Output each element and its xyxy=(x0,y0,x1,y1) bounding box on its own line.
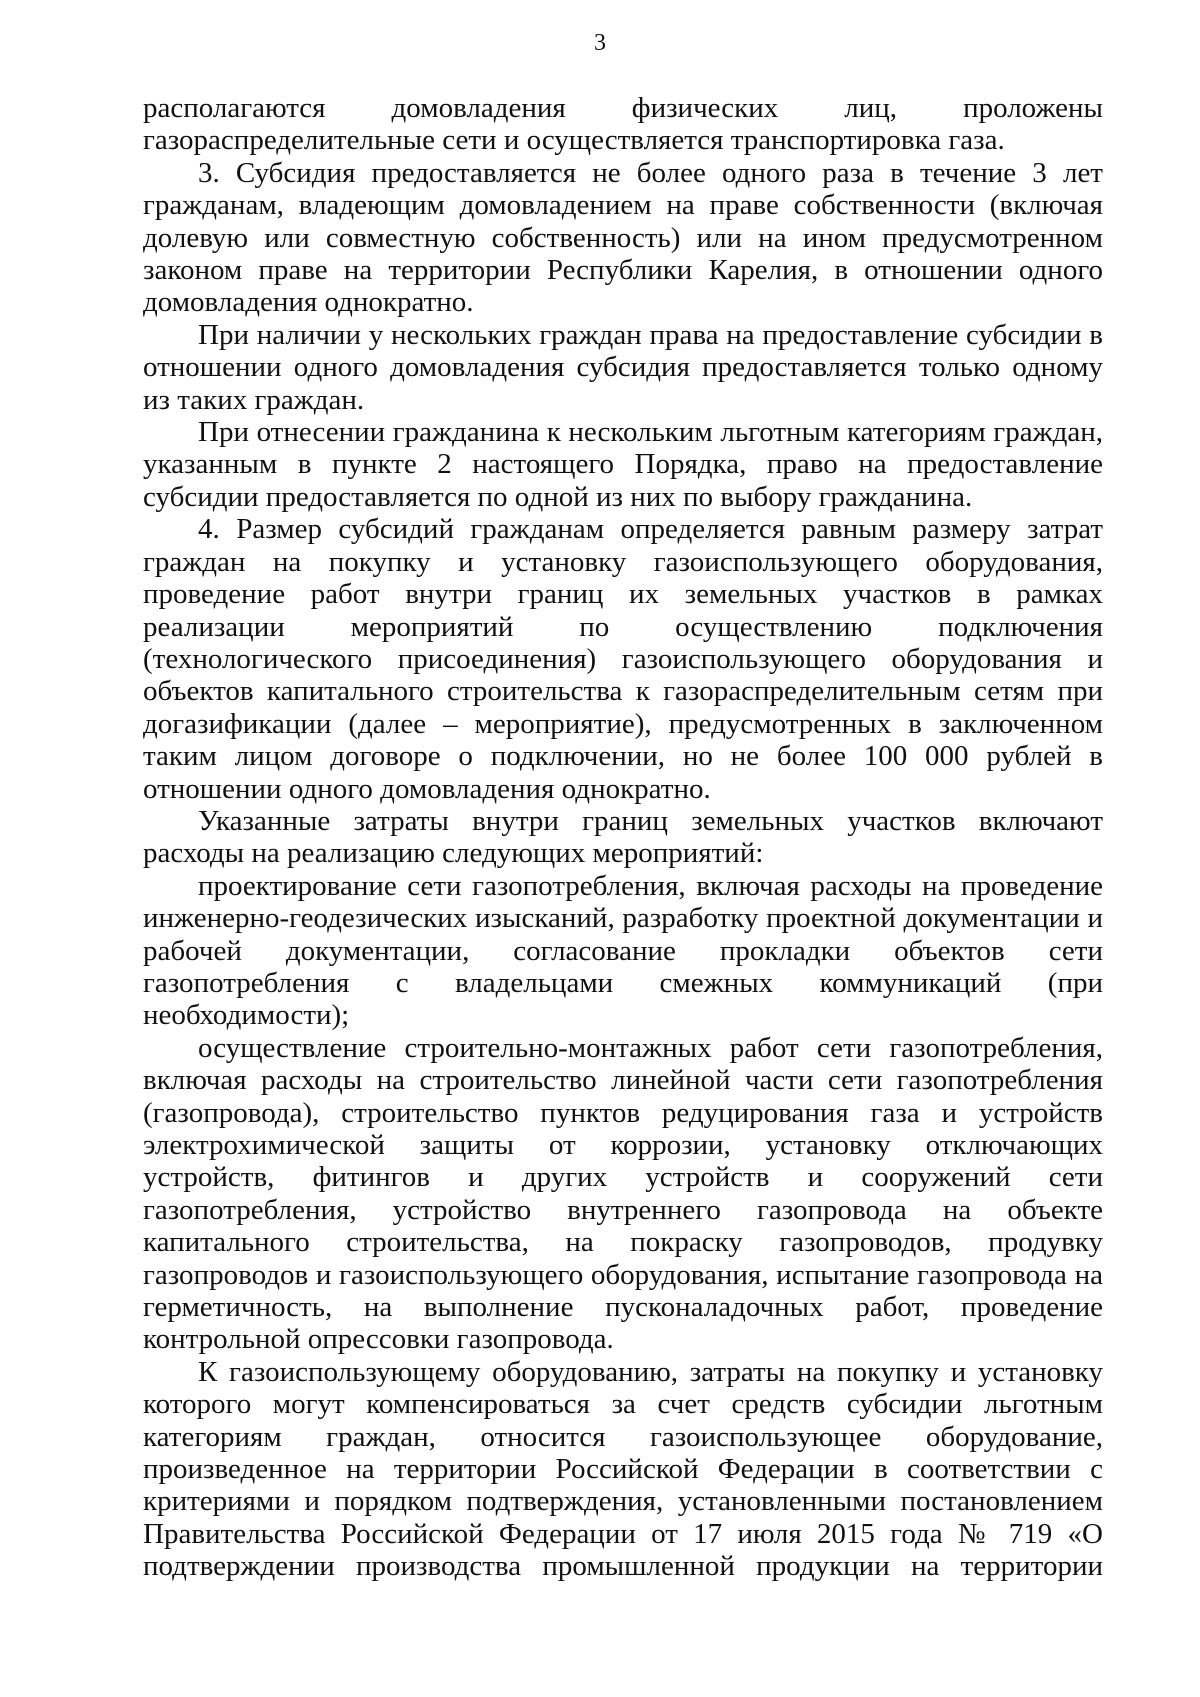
paragraph: располагаются домовладения физических лиц, проложены газораспределительные сети и осуществляется транспортировка газа. xyxy=(143,92,1103,157)
paragraph: 3. Субсидия предоставляется не более одного раза в течение 3 лет гражданам, владеющим домовладением на праве собственности (включая долевую или совместную собственность) или на ином предусмотренном законом праве на территории Республики Карелия, в отношении одного домовладения однократно. xyxy=(143,156,1103,319)
paragraph: При наличии у нескольких граждан права на предоставление субсидии в отношении одного домовладения субсидия предоставляется только одному из таких граждан. xyxy=(143,318,1103,416)
paragraph: При отнесении гражданина к нескольким льготным категориям граждан, указанным в пункте 2 настоящего Порядка, право на предоставление субсидии предоставляется по одной из них по выбору гражданина. xyxy=(143,416,1103,513)
paragraph: К газоиспользующему оборудованию, затраты на покупку и установку которого могут компенсироваться за счет средств субсидии льготным категориям граждан, относится газоиспользующее оборудование, произведенное на территории Российской Федерации в соответствии с критериями и порядком подтверждения, установленными постановлением Правительства Российской Федерации от 17 июля 2015 года № 719 «О подтверждении производства промышленной продукции на территории xyxy=(143,1355,1103,1583)
paragraph: 4. Размер субсидий гражданам определяется равным размеру затрат граждан на покупку и установку газоиспользующего оборудования, проведение работ внутри границ их земельных участков в рамках реализации мероприятий по осуществлению подключения (технологического присоединения) газоиспользующего оборудования и объектов капитального строительства к газораспределительным сетям при догазификации (далее – мероприятие), предусмотренных в заключенном таким лицом договоре о подключении, но не более 100 000 рублей в отношении одного домовладения однократно. xyxy=(143,513,1103,805)
page-number: 3 xyxy=(594,30,606,56)
paragraph: Указанные затраты внутри границ земельных участков включают расходы на реализацию следующих мероприятий: xyxy=(143,804,1103,870)
paragraph: осуществление строительно-монтажных работ сети газопотребления, включая расходы на строительство линейной части сети газопотребления (газопровода), строительство пунктов редуцирования газа и устройств электрохимической защиты от коррозии, установку отключающих устройств, фитингов и других устройств и сооружений сети газопотребления, устройство внутреннего газопровода на объекте капитального строительства, на покраску газопроводов, продувку газопроводов и газоиспользующего оборудования, испытание газопровода на герметичность, на выполнение пусконаладочных работ, проведение контрольной опрессовки газопровода. xyxy=(143,1031,1103,1356)
paragraph: проектирование сети газопотребления, включая расходы на проведение инженерно-геодезических изысканий, разработку проектной документации и рабочей документации, согласование прокладки объектов сети газопотребления с владельцами смежных коммуникаций (при необходимости); xyxy=(143,869,1103,1032)
document-body xyxy=(143,92,1103,1583)
